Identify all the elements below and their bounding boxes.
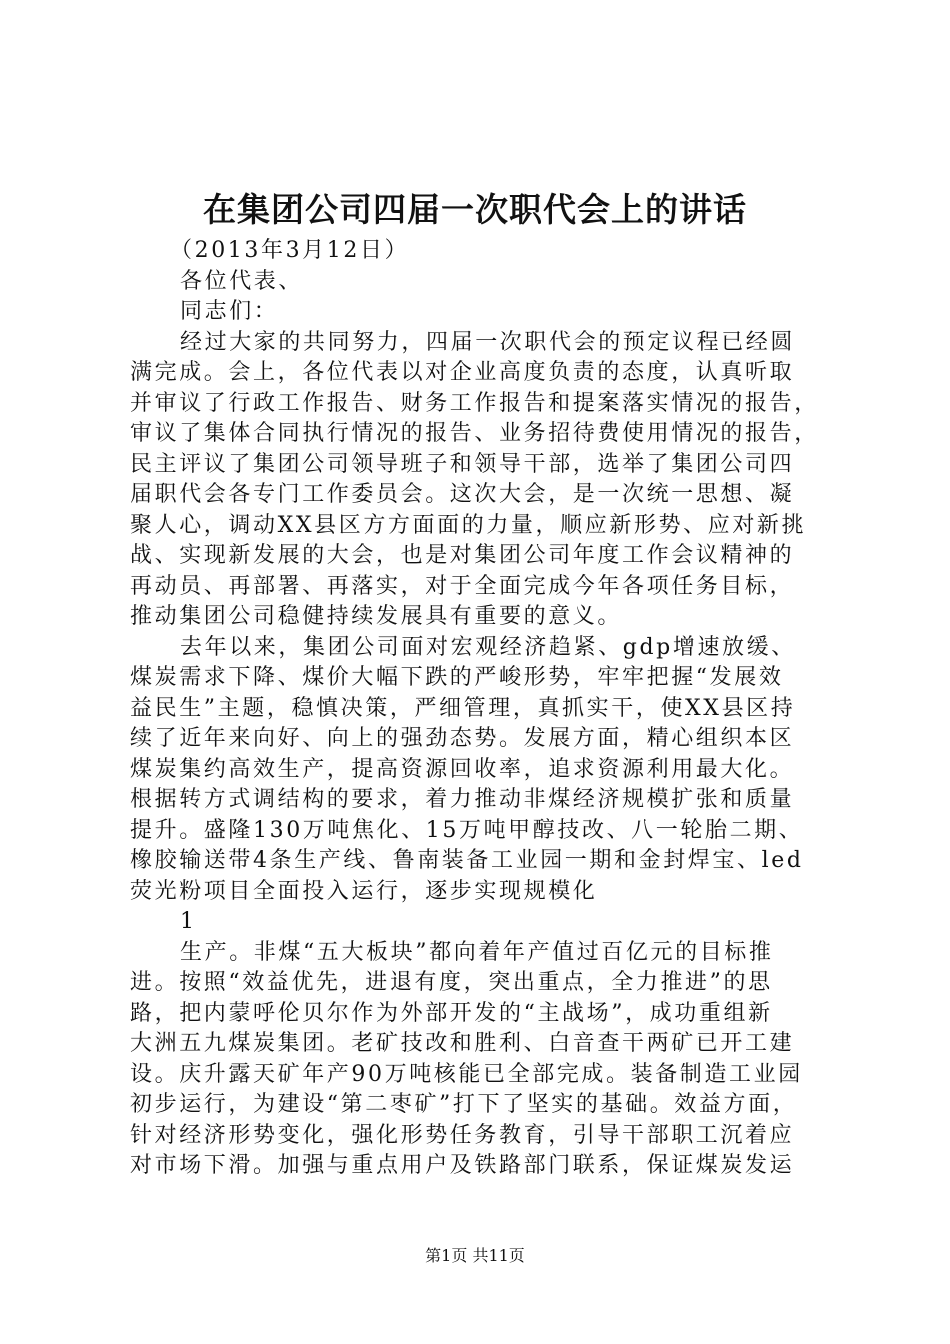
paragraph-line: 设。庆升露天矿年产90万吨核能已全部完成。装备制造工业园: [130, 1061, 803, 1087]
paragraph-line: 橡胶输送带4条生产线、鲁南装备工业园一期和金封焊宝、led: [130, 848, 804, 873]
paragraph-line: 煤炭需求下降、煤价大幅下跌的严峻形势，牢牢把握“发展效: [130, 665, 784, 690]
paragraph-line: 针对经济形势变化，强化形势任务教育，引导干部职工沉着应: [130, 1122, 795, 1148]
salutation-line: 各位代表、: [180, 268, 304, 294]
paragraph-line: 战、实现新发展的大会，也是对集团公司年度工作会议精神的: [130, 543, 795, 568]
paragraph-line: 提升。盛隆130万吨焦化、15万吨甲醇技改、八一轮胎二期、: [130, 817, 804, 843]
paragraph-line: 煤炭集约高效生产，提高资源回收率，追求资源利用最大化。: [130, 756, 795, 782]
paragraph-line: 初步运行，为建设“第二枣矿”打下了坚实的基础。效益方面，: [130, 1092, 798, 1117]
paragraph-line: 推动集团公司稳健持续发展具有重要的意义。: [130, 604, 623, 629]
page-footer: 第1页 共11页: [425, 1246, 525, 1265]
paragraph-line: 大洲五九煤炭集团。老矿技改和胜利、白音查干两矿已开工建: [130, 1031, 795, 1056]
salutation-line: 同志们：: [180, 299, 279, 324]
paragraph-line: 对市场下滑。加强与重点用户及铁路部门联系，保证煤炭发运: [130, 1153, 795, 1178]
paragraph-line: 再动员、再部署、再落实，对于全面完成今年各项任务目标，: [130, 573, 795, 599]
paragraph-line: 经过大家的共同努力，四届一次职代会的预定议程已经圆: [180, 329, 796, 355]
document-body: [130, 236, 835, 1182]
paragraph-line: 荧光粉项目全面投入运行，逐步实现规模化: [130, 878, 598, 904]
paragraph-line: 满完成。会上，各位代表以对企业高度负责的态度，认真听取: [130, 360, 795, 385]
paragraph-line: 民主评议了集团公司领导班子和领导干部，选举了集团公司四: [130, 451, 795, 477]
paragraph-line: 根据转方式调结构的要求，着力推动非煤经济规模扩张和质量: [130, 787, 795, 812]
paragraph-line: 生产。非煤“五大板块”都向着年产值过百亿元的目标推: [180, 939, 774, 965]
paragraph-line: 聚人心，调动XX县区方方面面的力量，顺应新形势、应对新挑: [130, 512, 807, 538]
paragraph-line: 进。按照“效益优先，进退有度，突出重点，全力推进”的思: [130, 970, 773, 995]
paragraph-line: 续了近年来向好、向上的强劲态势。发展方面，精心组织本区: [130, 726, 795, 751]
date-line: （2013年3月12日）: [170, 238, 410, 263]
paragraph-line: 届职代会各专门工作委员会。这次大会，是一次统一思想、凝: [130, 482, 795, 507]
paragraph-line: 审议了集体合同执行情况的报告、业务招待费使用情况的报告，: [130, 421, 819, 446]
paragraph-line: 路，把内蒙呼伦贝尔作为外部开发的“主战场”，成功重组新: [130, 1000, 773, 1026]
paragraph-line: 益民生”主题，稳慎决策，严细管理，真抓实干，使XX县区持: [130, 695, 796, 721]
paragraph-line: 并审议了行政工作报告、财务工作报告和提案落实情况的报告，: [130, 390, 819, 416]
document-title: 在集团公司四届一次职代会上的讲话: [203, 190, 747, 229]
inline-page-number: 1: [180, 909, 197, 934]
paragraph-line: 去年以来，集团公司面对宏观经济趋紧、gdp增速放缓、: [180, 634, 796, 660]
